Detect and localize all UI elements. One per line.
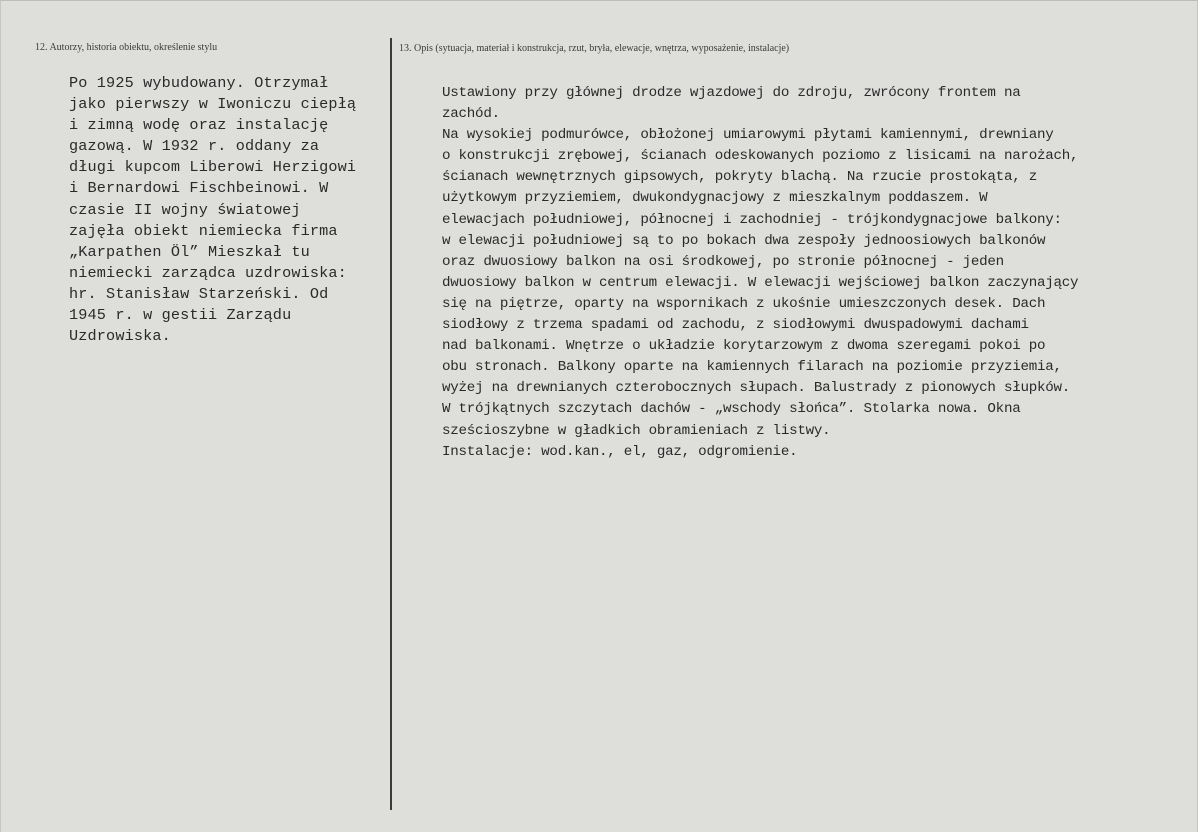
description-text: Ustawiony przy głównej drodze wjazdowej do zdroju, zwrócony frontem na zachód. Na wysokiej podmurówce, obłożonej umiarowymi płytami kamiennymi, drewniany o konstrukcji zrębowej, ścianach odeskowanych poziomo z lisicami na narożach, ścianach wewnętrznych gipsowych, pokryty blachą. Na rzucie prostokąta, z użytkowym przyziemiem, dwukondygnacjowy z mieszkalnym poddaszem. W elewacjach południowej, północnej i zachodniej - trójkondygnacjowe balkony: w elewacji południowej są to po bokach dwa zespoły jednoosiowych balkonów oraz dwuosiowy balkon na osi środkowej, po stronie północnej - jeden dwuosiowy balkon w centrum elewacji. W elewacji wejściowej balkon zaczynający się na piętrze, oparty na wspornikach z ukośnie umieszczonych desek. Dach siodłowy z trzema spadami od zachodu, z siodłowymi dwuspadowymi dachami nad balkonami. Wnętrze o układzie korytarzowym z dwoma szeregami pokoi po obu stronach. Balkony oparte na kamiennych filarach na poziomie przyziemia, wyżej na drewnianych czterobocznych słupach. Balustrady z pionowych słupków. W trójkątnych szczytach dachów - „wschody słońca”. Stolarka nowa. Okna sześcioszybne w gładkich obramieniach z listwy. Instalacje: wod.kan., el, gaz, odgromienie.: [442, 85, 1079, 460]
description-section-header: 13. Opis (sytuacja, materiał i konstrukcja, rzut, bryła, elewacje, wnętrza, wyposażenie, instalacje): [399, 43, 790, 54]
column-divider: [390, 38, 392, 810]
history-section-header: 12. Autorzy, historia obiektu, określenie stylu: [35, 42, 218, 53]
history-text: Po 1925 wybudowany. Otrzymał jako pierwszy w Iwoniczu ciepłą i zimną wodę oraz instalację gazową. W 1932 r. oddany za długi kupcom Liberowi Herzigowi i Bernardowi Fischbeinowi. W czasie II wojny światowej zajęła obiekt niemiecka firma „Karpathen Öl” Mieszkał tu niemiecki zarządca uzdrowiska: hr. Stanisław Starzeński. Od 1945 r. w gestii Zarządu Uzdrowiska.: [69, 74, 357, 346]
